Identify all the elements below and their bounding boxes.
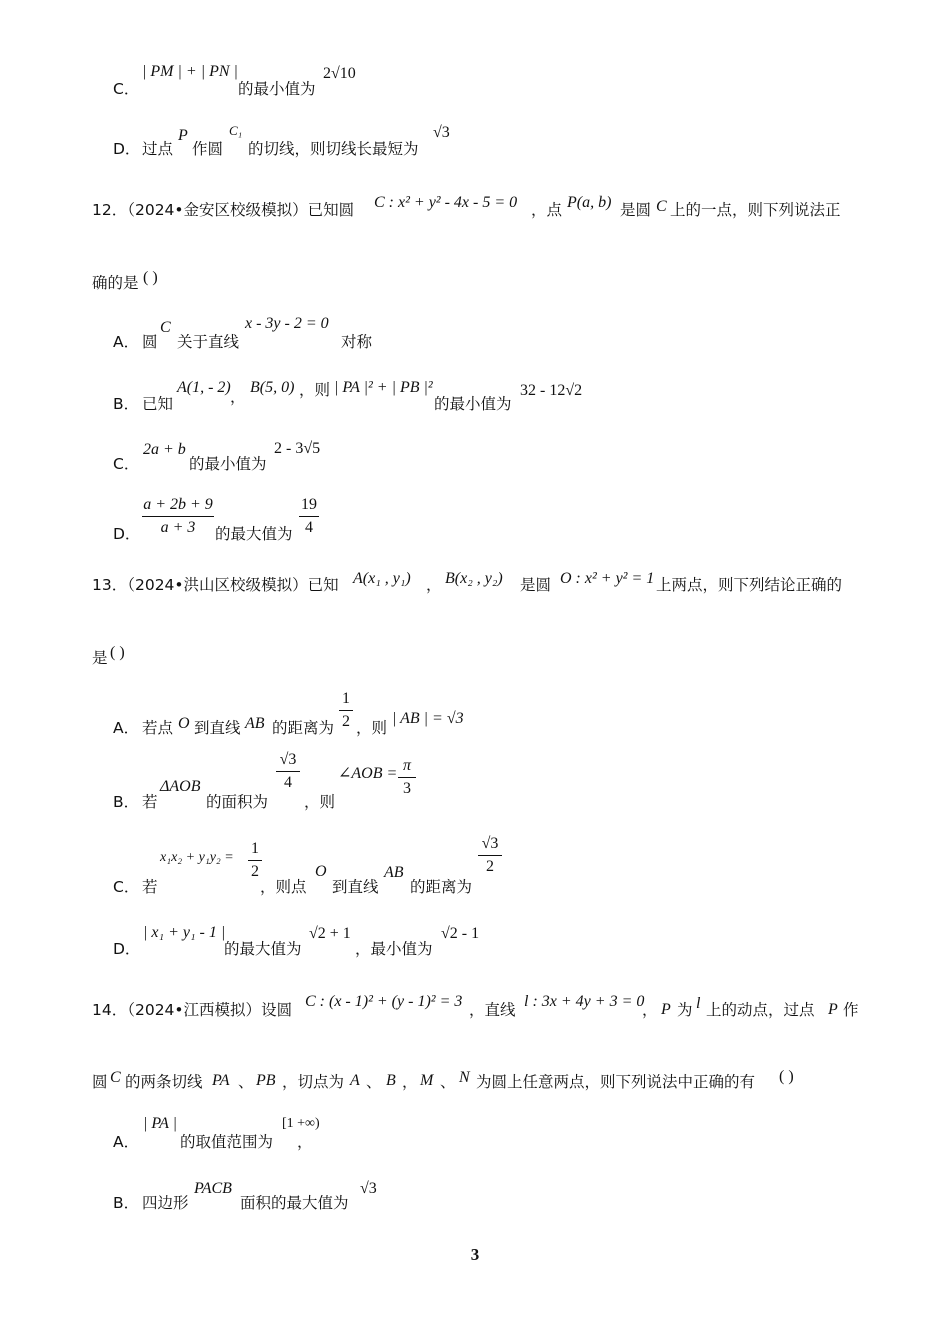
q14-stem-text5: 作 [843, 1001, 859, 1019]
q13-option-a-text2: 到直线 [194, 719, 241, 737]
q13-point-b: B(x₂ , y₂) [445, 570, 503, 587]
q14-stem-text1: ，直线 [469, 1001, 516, 1019]
q13-option-a-result: | AB | = √3 [392, 710, 464, 727]
q13-stem-text2: 上两点，则下列结论正确的 [656, 576, 843, 594]
q13-option-c-text2: ，则点 [260, 878, 307, 896]
q12-option-b-text1: 已知 [142, 395, 174, 413]
q13-option-c-fraction-numerator: 1 [251, 840, 259, 857]
q12-option-d-numerator: a + 2b + 9 [143, 496, 213, 513]
q13-option-c-fraction [248, 841, 262, 880]
q11-option-d-value: √3 [433, 124, 450, 141]
q14-point-p2: P [828, 1001, 838, 1018]
q13-option-c-text3: 到直线 [332, 878, 379, 896]
q13-option-a-line: AB [245, 715, 265, 732]
q14-row2-circle: C [110, 1069, 121, 1086]
q11-option-d-label: D． [113, 140, 141, 158]
q13-option-b-area-numerator: √3 [279, 751, 297, 768]
q14-row2-sep4: 、 [440, 1073, 456, 1091]
q13-option-c-expression: x₁x₂ + y₁y₂ = [160, 850, 234, 865]
q13-option-c-text4: 的距离为 [410, 878, 473, 896]
q11-option-c-label: C． [113, 80, 140, 98]
q14-tangent-a: A [350, 1072, 360, 1089]
q12-circle-equation: C : x² + y² - 4x - 5 = 0 [374, 194, 518, 211]
q11-option-d-text2: 作圆 [192, 140, 224, 158]
q12-option-c-expression: 2a + b [143, 441, 186, 458]
q13-option-d-text2: ，最小值为 [355, 940, 433, 958]
q14-option-a-text: 的取值范围为 [180, 1133, 274, 1151]
q12-option-a-text3: 对称 [341, 333, 373, 351]
q14-option-a-comma: ， [297, 1133, 313, 1151]
q11-option-d-circle: C₁ [229, 123, 243, 138]
q12-option-a-line: x - 3y - 2 = 0 [245, 315, 329, 332]
q14-option-b-value: √3 [360, 1180, 377, 1197]
q14-point-m: M [420, 1072, 434, 1089]
q14-row2-text3: ，切点为 [282, 1073, 345, 1091]
q13-option-c-line: AB [384, 864, 404, 881]
q12-answer-paren: ( ) [143, 269, 158, 286]
q12-option-b-text2: ，则 [299, 381, 331, 399]
q12-point: P(a, b) [567, 194, 612, 211]
q14-stem-text3: 为 [677, 1001, 693, 1019]
q12-option-b-expression: | PA |² + | PB |² [334, 379, 433, 396]
q13-option-b-text3: ，则 [304, 793, 336, 811]
q13-option-a-fraction-denominator: 2 [342, 713, 350, 730]
q13-option-c-text1: 若 [142, 878, 158, 896]
q12-option-d-fraction [142, 497, 214, 536]
q14-stem-number: 14．（2024•江西模拟）设圆 [92, 1001, 293, 1019]
q13-stem-number: 13．（2024•洪山区校级模拟）已知 [92, 576, 339, 594]
q14-line-name: l [696, 995, 701, 1012]
q12-option-b-value: 32 - 12√2 [520, 382, 583, 399]
q14-option-a-expression: | PA | [143, 1115, 177, 1132]
q12-option-d-text: 的最大值为 [215, 525, 293, 543]
q13-option-d-max: √2 + 1 [309, 925, 351, 942]
q14-option-b-text1: 四边形 [142, 1194, 189, 1212]
q13-option-c-origin: O [315, 863, 327, 880]
q12-option-b-label: B． [113, 395, 140, 413]
q13-option-c-value-numerator: √3 [481, 835, 499, 852]
q12-option-b-point-a: A(1, - 2) [177, 379, 231, 396]
q13-option-a-fraction [339, 691, 353, 730]
q14-row2-sep2: 、 [366, 1073, 382, 1091]
q14-row2-sep1: 、 [238, 1073, 254, 1091]
q11-option-d-point: P [178, 127, 188, 144]
q13-option-a-label: A． [113, 719, 140, 737]
q12-option-a-circle: C [160, 319, 171, 336]
q13-option-a-text3: 的距离为 [272, 719, 335, 737]
q13-circle-equation: O : x² + y² = 1 [560, 570, 655, 587]
q13-option-b-angle-value [398, 758, 416, 797]
q14-option-b-text2: 面积的最大值为 [240, 1194, 349, 1212]
q12-option-d-denominator: a + 3 [160, 519, 196, 536]
q13-option-d-label: D． [113, 940, 141, 958]
q12-stem-number: 12．（2024•金安区校级模拟）已知圆 [92, 201, 355, 219]
q14-row2-text2: 的两条切线 [125, 1073, 203, 1091]
q14-point-n: N [459, 1069, 470, 1086]
q14-option-a-label: A． [113, 1133, 140, 1151]
q14-stem-text2: ， [642, 1001, 658, 1019]
q13-option-b-text2: 的面积为 [206, 793, 269, 811]
q14-stem-text4: 上的动点，过点 [706, 1001, 815, 1019]
q12-option-a-text1: 圆 [142, 333, 158, 351]
q12-option-b-text3: 的最小值为 [434, 395, 512, 413]
q13-option-a-text1: 若点 [142, 719, 174, 737]
q13-option-b-angle: ∠AOB = [338, 765, 398, 782]
q14-point-p: P [661, 1001, 671, 1018]
q13-option-a-origin: O [178, 715, 190, 732]
q12-stem-text3: 上的一点，则下列说法正 [670, 201, 841, 219]
q14-row2-text4: 为圆上任意两点，则下列说法中正确的有 [476, 1073, 756, 1091]
q13-option-b-area [276, 752, 300, 791]
q12-option-d-value-numerator: 19 [301, 496, 317, 513]
q13-option-c-label: C． [113, 878, 140, 896]
q13-option-b-pi-denominator: 3 [403, 780, 411, 797]
q12-option-c-label: C． [113, 455, 140, 473]
q13-option-a-fraction-numerator: 1 [342, 690, 350, 707]
q13-option-c-fraction-denominator: 2 [251, 863, 259, 880]
q14-option-b-quadrilateral: PACB [194, 1180, 232, 1197]
q13-stem-line2: 是 [92, 649, 108, 667]
q12-option-c-text: 的最小值为 [189, 455, 267, 473]
q12-option-d-value [299, 497, 319, 536]
q14-segment-pb: PB [256, 1072, 276, 1089]
q13-option-c-value-denominator: 2 [486, 858, 494, 875]
q14-circle-equation: C : (x - 1)² + (y - 1)² = 3 [305, 993, 463, 1010]
q11-option-c-value: 2√10 [323, 65, 356, 82]
q12-option-a-text2: 关于直线 [177, 333, 240, 351]
q14-segment-pa: PA [212, 1072, 230, 1089]
q14-row2-text1: 圆 [92, 1073, 108, 1091]
q12-option-d-value-denominator: 4 [305, 519, 313, 536]
q11-option-d-text1: 过点 [142, 140, 174, 158]
q13-stem-text1: 是圆 [520, 576, 552, 594]
q13-option-d-min: √2 - 1 [441, 925, 480, 942]
q14-answer-paren: ( ) [779, 1068, 794, 1085]
page-number: 3 [470, 1245, 480, 1264]
q12-option-c-value: 2 - 3√5 [274, 440, 321, 457]
q12-option-d-label: D． [113, 525, 141, 543]
q13-option-d-expression: | x₁ + y₁ - 1 | [143, 924, 226, 941]
q13-option-b-label: B． [113, 793, 140, 811]
q13-stem-comma: ， [426, 576, 442, 594]
q12-option-a-label: A． [113, 333, 140, 351]
q13-option-d-text1: 的最大值为 [224, 940, 302, 958]
q14-line-equation: l : 3x + 4y + 3 = 0 [524, 993, 645, 1010]
q12-stem-line2: 确的是 [92, 274, 139, 292]
q13-option-a-text4: ，则 [356, 719, 388, 737]
q14-option-b-label: B． [113, 1194, 140, 1212]
q14-tangent-b: B [386, 1072, 396, 1089]
q11-option-d-text3: 的切线，则切线长最短为 [248, 140, 419, 158]
q14-row2-sep3: ， [402, 1073, 418, 1091]
q13-option-b-area-denominator: 4 [284, 774, 292, 791]
q13-option-b-pi: π [402, 757, 411, 774]
q12-stem-text2: 是圆 [620, 201, 652, 219]
q13-point-a: A(x₁ , y₁) [353, 570, 411, 587]
q14-option-a-range: [1 +∞) [282, 1116, 320, 1131]
q13-answer-paren: ( ) [110, 644, 125, 661]
q12-option-b-point-b: B(5, 0) [250, 379, 295, 396]
q11-option-c-text: 的最小值为 [238, 80, 316, 98]
q13-option-b-triangle: ΔAOB [160, 778, 201, 795]
q11-option-c-math: | PM | + | PN | [142, 63, 238, 80]
q13-option-b-text1: 若 [142, 793, 158, 811]
q13-option-c-value [478, 836, 502, 875]
q12-stem-text1: ，点 [531, 201, 563, 219]
q12-option-b-comma: ， [230, 388, 246, 406]
q12-circle-name: C [656, 198, 667, 215]
